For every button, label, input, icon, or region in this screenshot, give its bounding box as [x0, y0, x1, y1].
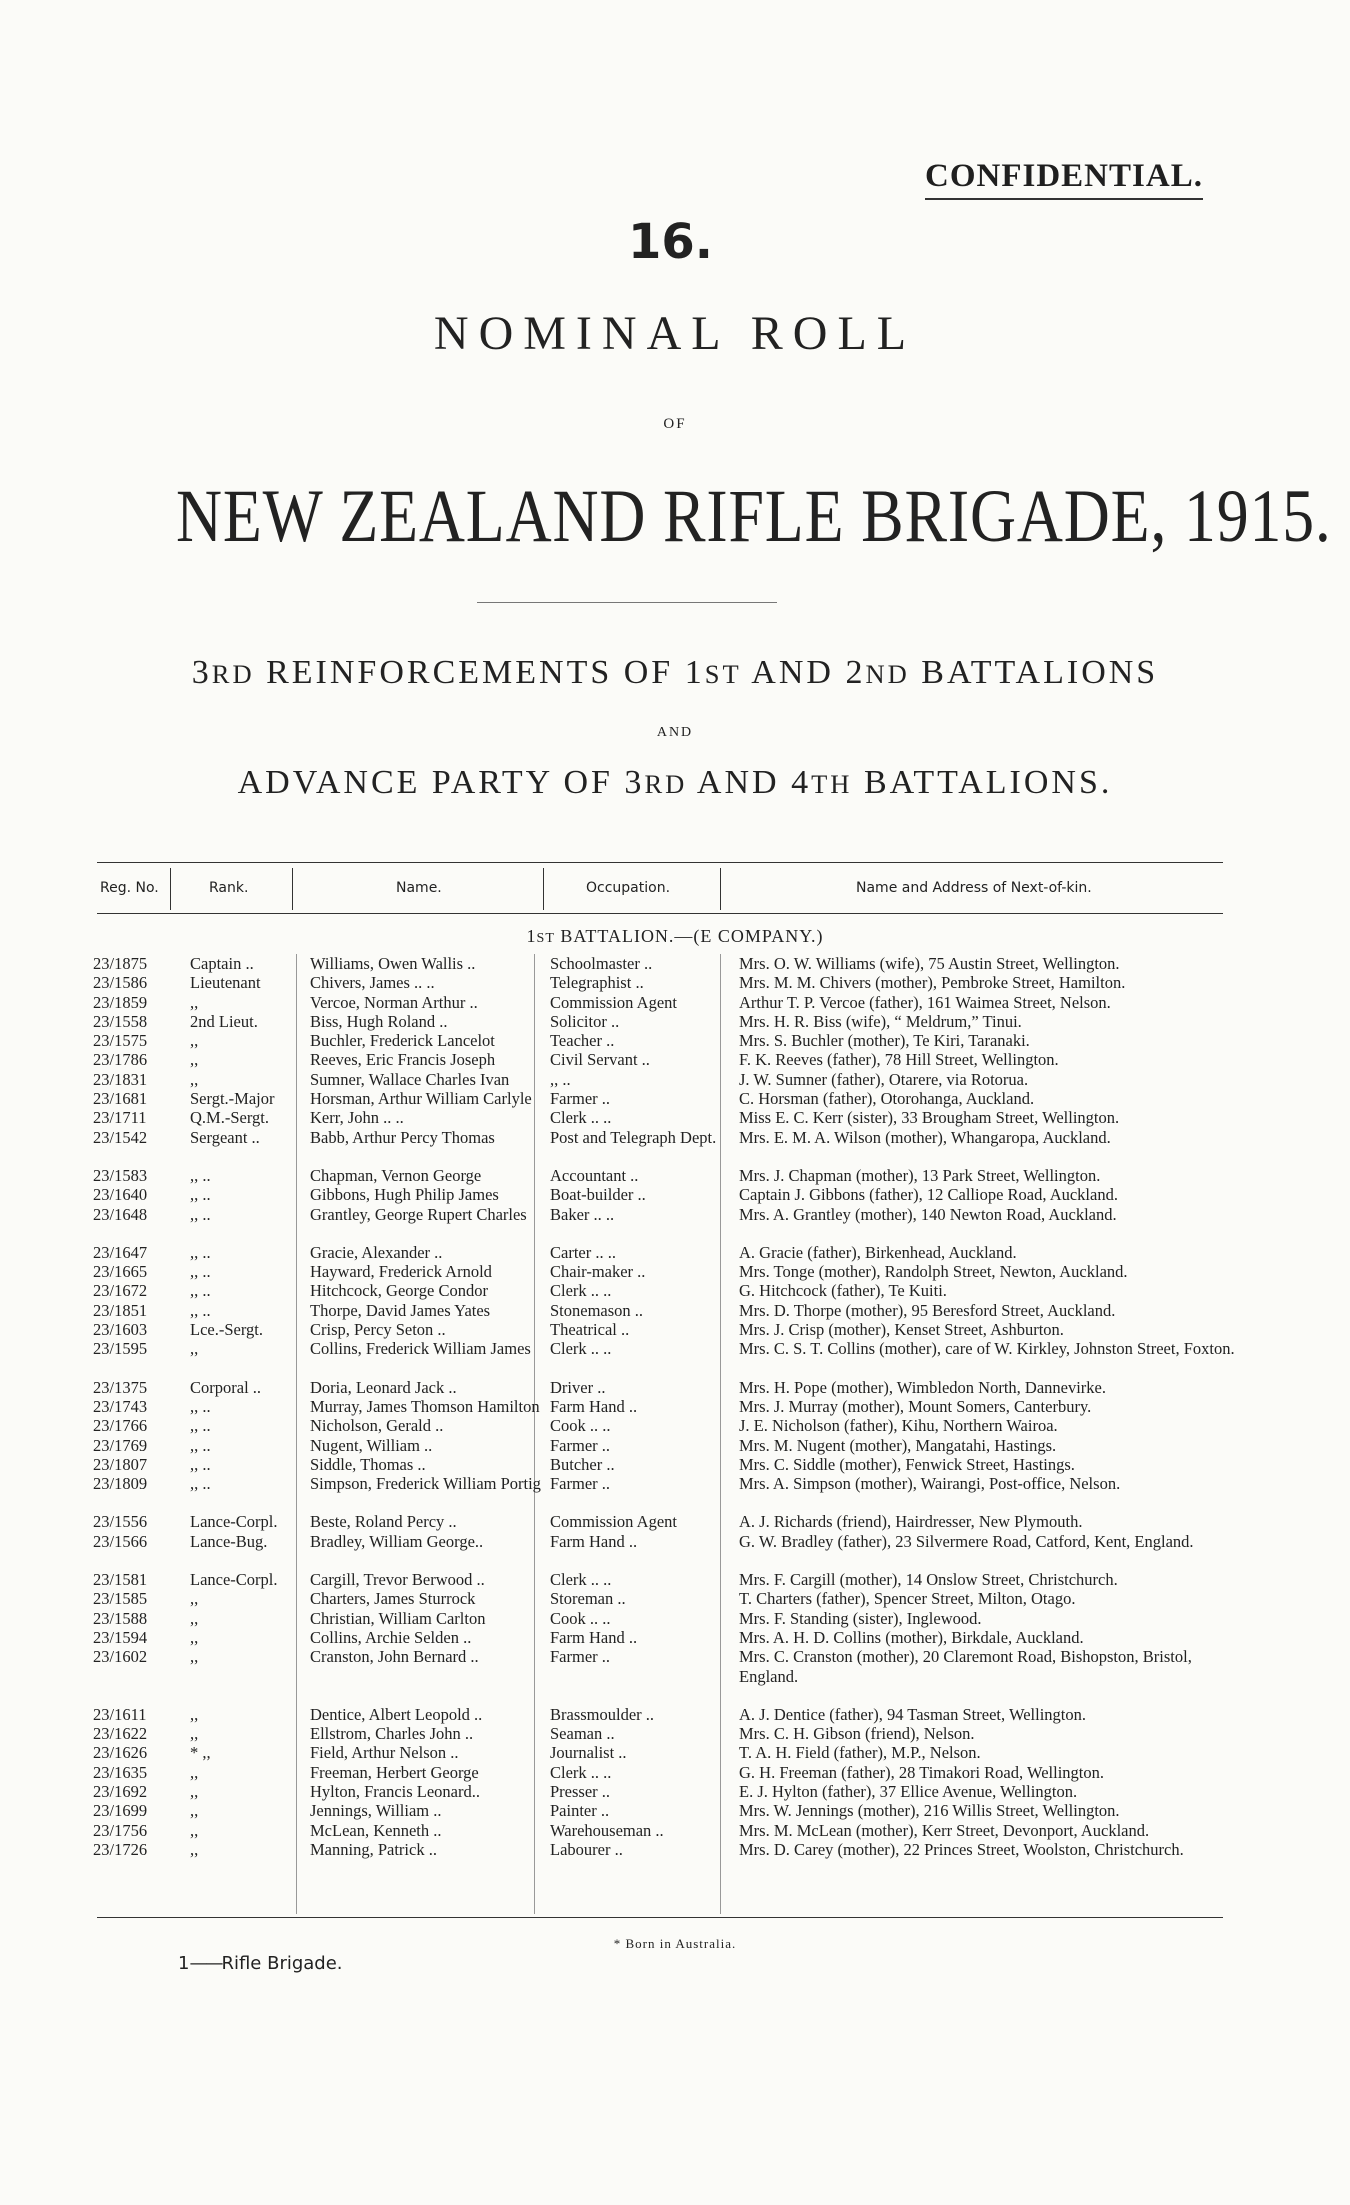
next-of-kin-cell: A. Gracie (father), Birkenhead, Auckland.	[739, 1242, 1017, 1262]
occupation-cell: Baker .. ..	[550, 1204, 615, 1224]
occupation-cell: Cook .. ..	[550, 1416, 611, 1436]
rank-cell: Lce.-Sergt.	[190, 1320, 264, 1340]
table-row	[93, 1455, 1235, 1474]
occupation-cell: Schoolmaster ..	[550, 954, 653, 973]
name-cell: Doria, Leonard Jack ..	[310, 1377, 457, 1397]
rank-cell: Sergeant ..	[190, 1127, 260, 1147]
table-row	[93, 1743, 1235, 1762]
name-cell: Kerr, John .. ..	[310, 1108, 404, 1128]
next-of-kin-cell: J. E. Nicholson (father), Kihu, Northern Wairoa.	[739, 1416, 1058, 1436]
rank-cell: ,,	[190, 1801, 199, 1821]
table-row	[93, 1012, 1235, 1031]
header-separator	[543, 868, 544, 910]
name-cell: Chapman, Vernon George	[310, 1165, 482, 1185]
occupation-cell: Journalist ..	[550, 1743, 627, 1763]
subtitle-reinforcements: 3RD REINFORCEMENTS OF 1ST AND 2ND BATTALIONS	[191, 654, 1159, 691]
reg-no-cell: 23/1626	[93, 1743, 148, 1763]
table-row	[93, 1397, 1235, 1416]
occupation-cell: Farm Hand ..	[550, 1396, 638, 1416]
occupation-cell: Farmer ..	[550, 1647, 611, 1667]
next-of-kin-cell: Miss E. C. Kerr (sister), 33 Brougham Street, Wellington.	[739, 1108, 1120, 1128]
occupation-cell: Boat-builder ..	[550, 1185, 646, 1205]
reg-no-cell: 23/1595	[93, 1339, 148, 1359]
next-of-kin-cell: G. W. Bradley (father), 23 Silvermere Road, Catford, Kent, England.	[739, 1531, 1194, 1551]
rank-cell: ,,	[190, 1050, 199, 1070]
reg-no-cell: 23/1575	[93, 1031, 148, 1051]
table-row	[93, 1686, 1235, 1724]
rank-cell: Lance-Corpl.	[190, 1570, 278, 1590]
occupation-cell: Stonemason ..	[550, 1300, 644, 1320]
name-cell: Vercoe, Norman Arthur ..	[310, 992, 478, 1012]
table-header-rule-bottom	[97, 913, 1223, 914]
name-cell: Sumner, Wallace Charles Ivan	[310, 1069, 510, 1089]
rank-cell: ,, ..	[190, 1474, 211, 1494]
rank-cell: ,,	[190, 1069, 199, 1089]
rank-cell: Lance-Bug.	[190, 1531, 268, 1551]
table-row	[93, 1108, 1235, 1127]
reg-no-cell: 23/1588	[93, 1608, 148, 1628]
table-row	[93, 1724, 1235, 1743]
table-row	[93, 1224, 1235, 1262]
name-cell: Nugent, William ..	[310, 1435, 433, 1455]
title-divider	[477, 602, 777, 603]
reg-no-cell: 23/1611	[93, 1704, 147, 1724]
reg-no-cell: 23/1672	[93, 1281, 148, 1301]
next-of-kin-cell: E. J. Hylton (father), 37 Ellice Avenue, Wellington.	[739, 1781, 1078, 1801]
reg-no-cell: 23/1875	[93, 954, 148, 973]
occupation-cell: Theatrical ..	[550, 1320, 630, 1340]
occupation-cell: Farm Hand ..	[550, 1627, 638, 1647]
name-cell: Cranston, John Bernard ..	[310, 1647, 479, 1667]
next-of-kin-cell: J. W. Sumner (father), Otarere, via Rotorua.	[739, 1069, 1029, 1089]
reg-no-cell: 23/1766	[93, 1416, 148, 1436]
table-row	[93, 1205, 1235, 1224]
rank-cell: * ,,	[190, 1743, 211, 1763]
rank-cell: ,, ..	[190, 1185, 211, 1205]
table-row	[93, 1050, 1235, 1069]
confidential-stamp: CONFIDENTIAL.	[925, 158, 1203, 200]
next-of-kin-cell: F. K. Reeves (father), 78 Hill Street, Wellington.	[739, 1050, 1059, 1070]
next-of-kin-cell: Mrs. C. Siddle (mother), Fenwick Street, Hastings.	[739, 1454, 1075, 1474]
occupation-cell: Clerk .. ..	[550, 1570, 612, 1590]
name-cell: Buchler, Frederick Lancelot	[310, 1031, 495, 1051]
rank-cell: ,,	[190, 1781, 199, 1801]
occupation-cell: Farmer ..	[550, 1474, 611, 1494]
occupation-cell: Solicitor ..	[550, 1011, 620, 1031]
table-row	[93, 1782, 1235, 1801]
next-of-kin-cell: Mrs. H. R. Biss (wife), “ Meldrum,” Tinui.	[739, 1011, 1022, 1031]
occupation-cell: Warehouseman ..	[550, 1820, 664, 1840]
reg-no-cell: 23/1635	[93, 1762, 148, 1782]
occupation-cell: Painter ..	[550, 1801, 610, 1821]
reg-no-cell: 23/1665	[93, 1262, 148, 1282]
rank-cell: Lieutenant	[190, 973, 261, 993]
name-cell: Horsman, Arthur William Carlyle	[310, 1089, 532, 1109]
next-of-kin-cell: Mrs. C. H. Gibson (friend), Nelson.	[739, 1724, 975, 1744]
header-occupation: Occupation.	[586, 880, 671, 896]
table-row	[93, 1301, 1235, 1320]
reg-no-cell: 23/1851	[93, 1300, 148, 1320]
rank-cell: ,,	[190, 1339, 199, 1359]
table-row	[93, 1436, 1235, 1455]
occupation-cell: Teacher ..	[550, 1031, 615, 1051]
name-cell: Collins, Archie Selden ..	[310, 1627, 472, 1647]
name-cell: Manning, Patrick ..	[310, 1839, 437, 1859]
table-row	[93, 973, 1235, 992]
next-of-kin-cell: Mrs. J. Murray (mother), Mount Somers, Canterbury.	[739, 1396, 1092, 1416]
occupation-cell: Seaman ..	[550, 1724, 615, 1744]
name-cell: Collins, Frederick William James	[310, 1339, 531, 1359]
reg-no-cell: 23/1859	[93, 992, 148, 1012]
nominal-roll-table	[93, 954, 1235, 1859]
rank-cell: ,,	[190, 1724, 199, 1744]
occupation-cell: Driver ..	[550, 1377, 606, 1397]
reg-no-cell: 23/1583	[93, 1165, 148, 1185]
name-cell: Cargill, Trevor Berwood ..	[310, 1570, 485, 1590]
reg-no-cell: 23/1756	[93, 1820, 148, 1840]
reg-no-cell: 23/1648	[93, 1204, 148, 1224]
occupation-cell: Clerk .. ..	[550, 1339, 612, 1359]
next-of-kin-cell: Mrs. C. Cranston (mother), 20 Claremont Road, Bishopston, Bristol, England.	[739, 1647, 1192, 1686]
reg-no-cell: 23/1581	[93, 1570, 148, 1590]
reg-no-cell: 23/1647	[93, 1242, 148, 1262]
next-of-kin-cell: Mrs. Tonge (mother), Randolph Street, Newton, Auckland.	[739, 1262, 1128, 1282]
name-cell: Dentice, Albert Leopold ..	[310, 1704, 483, 1724]
next-of-kin-cell: Mrs. F. Cargill (mother), 14 Onslow Street, Christchurch.	[739, 1570, 1118, 1590]
header-separator	[170, 868, 171, 910]
table-row	[93, 1416, 1235, 1435]
next-of-kin-cell: Mrs. O. W. Williams (wife), 75 Austin Street, Wellington.	[739, 954, 1120, 973]
occupation-cell: ,, ..	[550, 1069, 571, 1089]
next-of-kin-cell: G. H. Freeman (father), 28 Timakori Road, Wellington.	[739, 1762, 1104, 1782]
table-row	[93, 1647, 1235, 1686]
table-row	[93, 1532, 1235, 1551]
table-row	[93, 1821, 1235, 1840]
table-row	[93, 1359, 1235, 1397]
next-of-kin-cell: T. A. H. Field (father), M.P., Nelson.	[739, 1743, 981, 1763]
reg-no-cell: 23/1769	[93, 1435, 148, 1455]
table-row	[93, 1589, 1235, 1608]
rank-cell: ,, ..	[190, 1262, 211, 1282]
rank-cell: ,,	[190, 1608, 199, 1628]
occupation-cell: Telegraphist ..	[550, 973, 644, 993]
table-end-rule	[97, 1917, 1223, 1918]
occupation-cell: Commission Agent	[550, 992, 677, 1012]
table-row	[93, 1628, 1235, 1647]
occupation-cell: Clerk .. ..	[550, 1108, 612, 1128]
occupation-cell: Farmer ..	[550, 1089, 611, 1109]
rank-cell: ,,	[190, 1031, 199, 1051]
table-row	[93, 1128, 1235, 1147]
name-cell: Christian, William Carlton	[310, 1608, 486, 1628]
occupation-cell: Butcher ..	[550, 1454, 615, 1474]
occupation-cell: Accountant ..	[550, 1165, 639, 1185]
next-of-kin-cell: Mrs. A. Simpson (mother), Wairangi, Post-office, Nelson.	[739, 1474, 1121, 1494]
reg-no-cell: 23/1726	[93, 1839, 148, 1859]
reg-no-cell: 23/1699	[93, 1801, 148, 1821]
next-of-kin-cell: Mrs. W. Jennings (mother), 216 Willis Street, Wellington.	[739, 1801, 1120, 1821]
name-cell: Charters, James Sturrock	[310, 1589, 476, 1609]
rank-cell: ,, ..	[190, 1165, 211, 1185]
next-of-kin-cell: Mrs. S. Buchler (mother), Te Kiri, Taranaki.	[739, 1031, 1030, 1051]
next-of-kin-cell: Arthur T. P. Vercoe (father), 161 Waimea Street, Nelson.	[739, 992, 1111, 1012]
name-cell: Hylton, Francis Leonard..	[310, 1781, 481, 1801]
occupation-cell: Chair-maker ..	[550, 1262, 646, 1282]
next-of-kin-cell: Mrs. J. Crisp (mother), Kenset Street, Ashburton.	[739, 1320, 1064, 1340]
name-cell: Thorpe, David James Yates	[310, 1300, 491, 1320]
occupation-cell: Civil Servant ..	[550, 1050, 650, 1070]
rank-cell: ,, ..	[190, 1416, 211, 1436]
reg-no-cell: 23/1602	[93, 1647, 148, 1667]
rank-cell: ,,	[190, 1762, 199, 1782]
rank-cell: ,, ..	[190, 1300, 211, 1320]
table-row	[93, 1031, 1235, 1050]
table-row	[93, 993, 1235, 1012]
table-row	[93, 1339, 1235, 1358]
name-cell: Crisp, Percy Seton ..	[310, 1320, 446, 1340]
table-row	[93, 1320, 1235, 1339]
reg-no-cell: 23/1622	[93, 1724, 148, 1744]
next-of-kin-cell: Mrs. M. M. Chivers (mother), Pembroke Street, Hamilton.	[739, 973, 1126, 993]
reg-no-cell: 23/1831	[93, 1069, 148, 1089]
next-of-kin-cell: Mrs. C. S. T. Collins (mother), care of W. Kirkley, Johnston Street, Foxton.	[739, 1339, 1235, 1359]
occupation-cell: Storeman ..	[550, 1589, 626, 1609]
name-cell: Gracie, Alexander ..	[310, 1242, 443, 1262]
name-cell: Field, Arthur Nelson ..	[310, 1743, 459, 1763]
header-next-of-kin: Name and Address of Next-of-kin.	[856, 880, 1092, 896]
next-of-kin-cell: Captain J. Gibbons (father), 12 Calliope Road, Auckland.	[739, 1185, 1118, 1205]
reg-no-cell: 23/1640	[93, 1185, 148, 1205]
occupation-cell: Post and Telegraph Dept.	[550, 1127, 717, 1147]
rank-cell: Sergt.-Major	[190, 1089, 275, 1109]
reg-no-cell: 23/1585	[93, 1589, 148, 1609]
rank-cell: ,, ..	[190, 1204, 211, 1224]
name-cell: Simpson, Frederick William Portig	[310, 1474, 541, 1494]
name-cell: Reeves, Eric Francis Joseph	[310, 1050, 496, 1070]
occupation-cell: Cook .. ..	[550, 1608, 611, 1628]
next-of-kin-cell: Mrs. D. Thorpe (mother), 95 Beresford Street, Auckland.	[739, 1300, 1116, 1320]
rank-cell: ,, ..	[190, 1281, 211, 1301]
page-title: NOMINAL ROLL	[433, 307, 917, 360]
rank-cell: ,,	[190, 1627, 199, 1647]
subtitle-advance-party: ADVANCE PARTY OF 3RD AND 4TH BATTALIONS.	[237, 764, 1113, 801]
header-reg-no: Reg. No.	[100, 880, 159, 896]
reg-no-cell: 23/1807	[93, 1454, 148, 1474]
occupation-cell: Farmer ..	[550, 1435, 611, 1455]
name-cell: Hayward, Frederick Arnold	[310, 1262, 492, 1282]
next-of-kin-cell: Mrs. A. H. D. Collins (mother), Birkdale, Auckland.	[739, 1627, 1084, 1647]
name-cell: Siddle, Thomas ..	[310, 1454, 426, 1474]
reg-no-cell: 23/1692	[93, 1781, 148, 1801]
name-cell: Beste, Roland Percy ..	[310, 1512, 457, 1532]
next-of-kin-cell: Mrs. A. Grantley (mother), 140 Newton Road, Auckland.	[739, 1204, 1117, 1224]
name-cell: Bradley, William George..	[310, 1531, 484, 1551]
rank-cell: ,, ..	[190, 1435, 211, 1455]
next-of-kin-cell: Mrs. M. McLean (mother), Kerr Street, Devonport, Auckland.	[739, 1820, 1150, 1840]
rank-cell: Lance-Corpl.	[190, 1512, 278, 1532]
footnote: * Born in Australia.	[613, 1936, 737, 1951]
name-cell: Gibbons, Hugh Philip James	[310, 1185, 499, 1205]
name-cell: Biss, Hugh Roland ..	[310, 1011, 448, 1031]
reg-no-cell: 23/1594	[93, 1627, 148, 1647]
name-cell: Williams, Owen Wallis ..	[310, 954, 476, 973]
name-cell: Hitchcock, George Condor	[310, 1281, 488, 1301]
occupation-cell: Clerk .. ..	[550, 1281, 612, 1301]
name-cell: Jennings, William ..	[310, 1801, 442, 1821]
next-of-kin-cell: Mrs. E. M. A. Wilson (mother), Whangaropa, Auckland.	[739, 1127, 1111, 1147]
name-cell: Murray, James Thomson Hamilton	[310, 1396, 540, 1416]
occupation-cell: Presser ..	[550, 1781, 611, 1801]
name-cell: Grantley, George Rupert Charles	[310, 1204, 527, 1224]
next-of-kin-cell: A. J. Richards (friend), Hairdresser, New Plymouth.	[739, 1512, 1083, 1532]
rank-cell: ,,	[190, 1704, 199, 1724]
name-cell: McLean, Kenneth ..	[310, 1820, 442, 1840]
name-cell: Freeman, Herbert George	[310, 1762, 479, 1782]
section-header: 1ST BATTALION.—(E COMPANY.)	[526, 926, 824, 946]
printer-signature: 1——Rifle Brigade.	[178, 1953, 343, 1974]
name-cell: Ellstrom, Charles John ..	[310, 1724, 474, 1744]
next-of-kin-cell: Mrs. H. Pope (mother), Wimbledon North, Dannevirke.	[739, 1377, 1107, 1397]
rank-cell: ,, ..	[190, 1396, 211, 1416]
next-of-kin-cell: Mrs. D. Carey (mother), 22 Princes Street, Woolston, Christchurch.	[739, 1839, 1184, 1859]
next-of-kin-cell: Mrs. J. Chapman (mother), 13 Park Street, Wellington.	[739, 1165, 1101, 1185]
reg-no-cell: 23/1681	[93, 1089, 148, 1109]
reg-no-cell: 23/1542	[93, 1127, 148, 1147]
table-row	[93, 1185, 1235, 1204]
next-of-kin-cell: T. Charters (father), Spencer Street, Milton, Otago.	[739, 1589, 1076, 1609]
next-of-kin-cell: G. Hitchcock (father), Te Kuiti.	[739, 1281, 947, 1301]
occupation-cell: Brassmoulder ..	[550, 1704, 655, 1724]
rank-cell: ,,	[190, 1820, 199, 1840]
page-number: 16.	[628, 214, 714, 270]
rank-cell: ,,	[190, 1839, 199, 1859]
table-row	[93, 1763, 1235, 1782]
table-row	[93, 1262, 1235, 1281]
table-row	[93, 1609, 1235, 1628]
name-cell: Nicholson, Gerald ..	[310, 1416, 444, 1436]
header-name: Name.	[396, 880, 442, 896]
rank-cell: ,, ..	[190, 1454, 211, 1474]
rank-cell: ,,	[190, 992, 199, 1012]
occupation-cell: Labourer ..	[550, 1839, 623, 1859]
of-text: OF	[663, 416, 687, 432]
reg-no-cell: 23/1556	[93, 1512, 148, 1532]
table-row	[93, 1493, 1235, 1531]
table-row	[93, 1070, 1235, 1089]
occupation-cell: Commission Agent	[550, 1512, 677, 1532]
table-row	[93, 954, 1235, 973]
next-of-kin-cell: Mrs. M. Nugent (mother), Mangatahi, Hastings.	[739, 1435, 1057, 1455]
reg-no-cell: 23/1566	[93, 1531, 148, 1551]
rank-cell: Corporal ..	[190, 1377, 262, 1397]
table-row	[93, 1281, 1235, 1300]
reg-no-cell: 23/1603	[93, 1320, 148, 1340]
header-separator	[720, 868, 721, 910]
rank-cell: Q.M.-Sergt.	[190, 1108, 269, 1128]
rank-cell: ,, ..	[190, 1242, 211, 1262]
table-row	[93, 1147, 1235, 1185]
table-row	[93, 1801, 1235, 1820]
rank-cell: Captain ..	[190, 954, 254, 973]
reg-no-cell: 23/1711	[93, 1108, 147, 1128]
header-separator	[292, 868, 293, 910]
table-row	[93, 1089, 1235, 1108]
table-header-rule-top	[97, 862, 1223, 863]
reg-no-cell: 23/1786	[93, 1050, 148, 1070]
name-cell: Chivers, James .. ..	[310, 973, 435, 993]
header-rank: Rank.	[209, 880, 249, 896]
rank-cell: ,,	[190, 1647, 199, 1667]
and-text: AND	[656, 725, 694, 740]
brigade-title: NEW ZEALAND RIFLE BRIGADE, 1915.	[176, 475, 1332, 558]
rank-cell: 2nd Lieut.	[190, 1011, 258, 1031]
next-of-kin-cell: A. J. Dentice (father), 94 Tasman Street, Wellington.	[739, 1704, 1086, 1724]
table-row	[93, 1474, 1235, 1493]
occupation-cell: Farm Hand ..	[550, 1531, 638, 1551]
occupation-cell: Clerk .. ..	[550, 1762, 612, 1782]
rank-cell: ,,	[190, 1589, 199, 1609]
reg-no-cell: 23/1809	[93, 1474, 148, 1494]
next-of-kin-cell: Mrs. F. Standing (sister), Inglewood.	[739, 1608, 982, 1628]
reg-no-cell: 23/1375	[93, 1377, 148, 1397]
table-row	[93, 1551, 1235, 1589]
next-of-kin-cell: C. Horsman (father), Otorohanga, Auckland.	[739, 1089, 1035, 1109]
reg-no-cell: 23/1743	[93, 1396, 148, 1416]
reg-no-cell: 23/1586	[93, 973, 148, 993]
name-cell: Babb, Arthur Percy Thomas	[310, 1127, 495, 1147]
occupation-cell: Carter .. ..	[550, 1242, 616, 1262]
table-row	[93, 1840, 1235, 1859]
reg-no-cell: 23/1558	[93, 1011, 148, 1031]
